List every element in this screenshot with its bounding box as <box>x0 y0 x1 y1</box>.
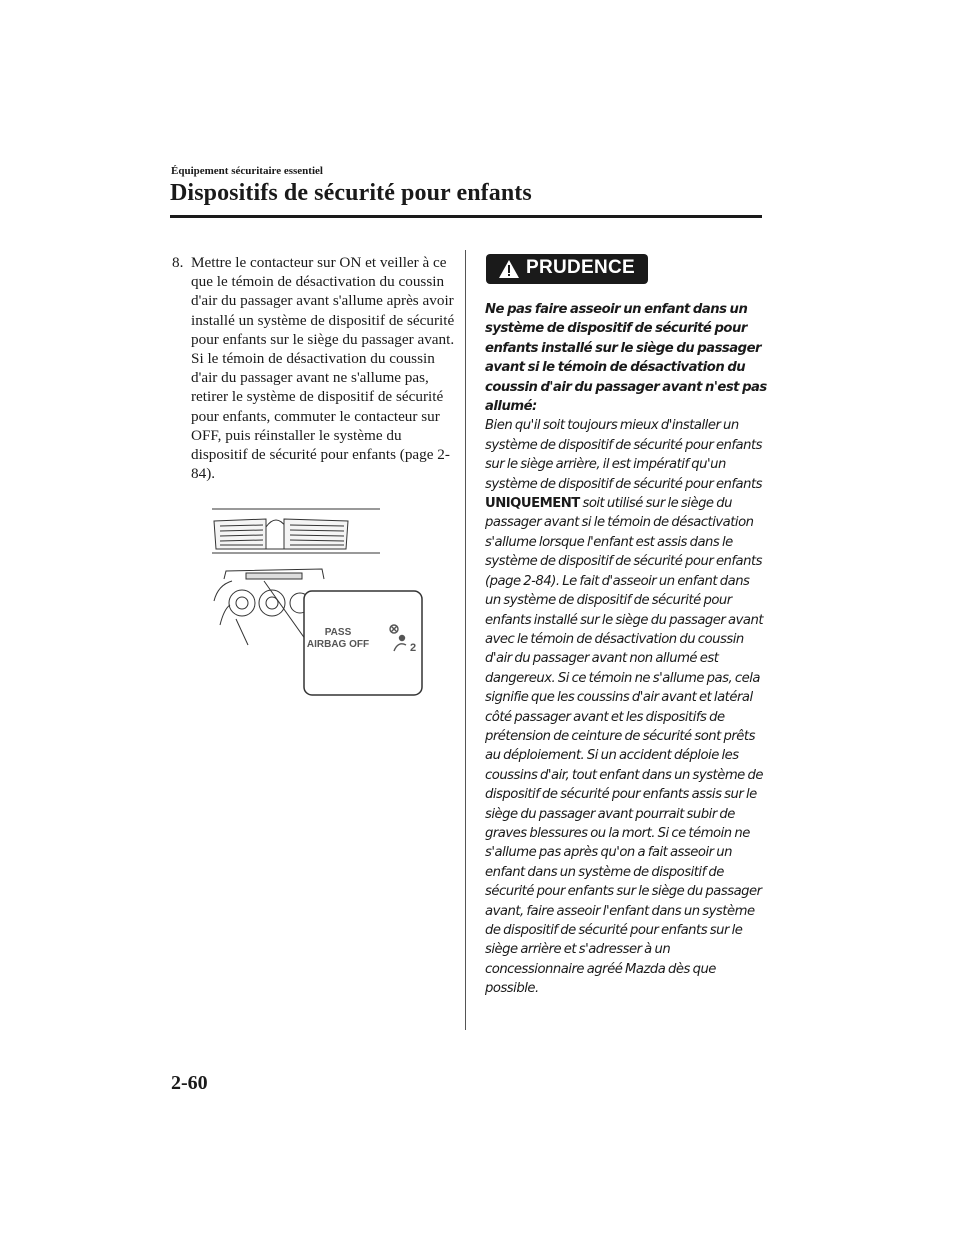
caution-body-part2: soit utilisé sur le siège du passager avant si le témoin de désactivation s'allume lorsque l'enfant est assis dans le système de dispositif de sécurité pour enfants (page 2-84). Le fait d'asseoir un enfant dans un système de dispositif de sécurité pour enfants installé sur le siège du passager avant avec le témoin de désactivation du coussin d'air du passager avant non allumé est dangereux. Si ce témoin ne s'allume pas, cela signifie que les coussins d'air avant et latéral côté passager avant et les dispositifs de prétension de ceinture de sécurité sont prêts au déploiement. Si un accident déploie les coussins d'air, tout enfant dans un système de dispositif de sécurité pour enfants assis sur le siège du passager avant pourrait subir de graves blessures ou la mort. Si ce témoin ne s'allume pas après qu'on a fait asseoir un enfant dans un système de dispositif de sécurité pour enfants sur le siège du passager avant, faire asseoir l'enfant dans un système de dispositif de sécurité pour enfants sur le siège arrière et s'adresser à un concessionnaire agréé Mazda dès que possible. <box>485 496 763 997</box>
caution-body <box>485 416 767 998</box>
page-number: 2-60 <box>171 1072 208 1094</box>
caution-text <box>485 300 767 999</box>
caution-badge <box>486 254 648 284</box>
title-rule <box>170 215 762 218</box>
caution-emphasis: UNIQUEMENT <box>485 496 580 512</box>
indicator-text-airbag-off: AIRBAG OFF <box>306 639 370 650</box>
section-label: Équipement sécuritaire essentiel <box>171 165 323 177</box>
warning-triangle-icon <box>498 259 520 279</box>
airbag-indicator-illustration <box>208 505 430 701</box>
indicator-icon-number: 2 <box>410 642 417 654</box>
column-divider <box>465 250 466 1030</box>
indicator-text-pass: PASS <box>324 627 352 638</box>
page-title: Dispositifs de sécurité pour enfants <box>170 180 532 206</box>
caution-label: PRUDENCE <box>526 257 636 278</box>
step-text: Mettre le contacteur sur ON et veiller à ce que le témoin de désactivation du coussin d'air du passager avant s'allume après avoir installé un système de dispositif de sécurité pour enfants sur le siège du passager avant. Si le témoin de désactivation du coussin d'air du passager avant ne s'allume pas, retirer le système de dispositif de sécurité pour enfants, commuter le contacteur sur OFF, puis réinstaller le système du dispositif de sécurité pour enfants (page 2-84). <box>191 254 455 483</box>
step-number: 8. <box>172 254 184 271</box>
caution-body-part1: Bien qu'il soit toujours mieux d'installer un système de dispositif de sécurité pour enfants sur le siège arrière, il est impératif qu'un système de dispositif de sécurité pour enfants <box>485 418 763 492</box>
caution-heading: Ne pas faire asseoir un enfant dans un système de dispositif de sécurité pour enfants installé sur le siège du passager avant si le témoin de désactivation du coussin d'air du passager avant n'est pas allumé: <box>485 302 767 415</box>
